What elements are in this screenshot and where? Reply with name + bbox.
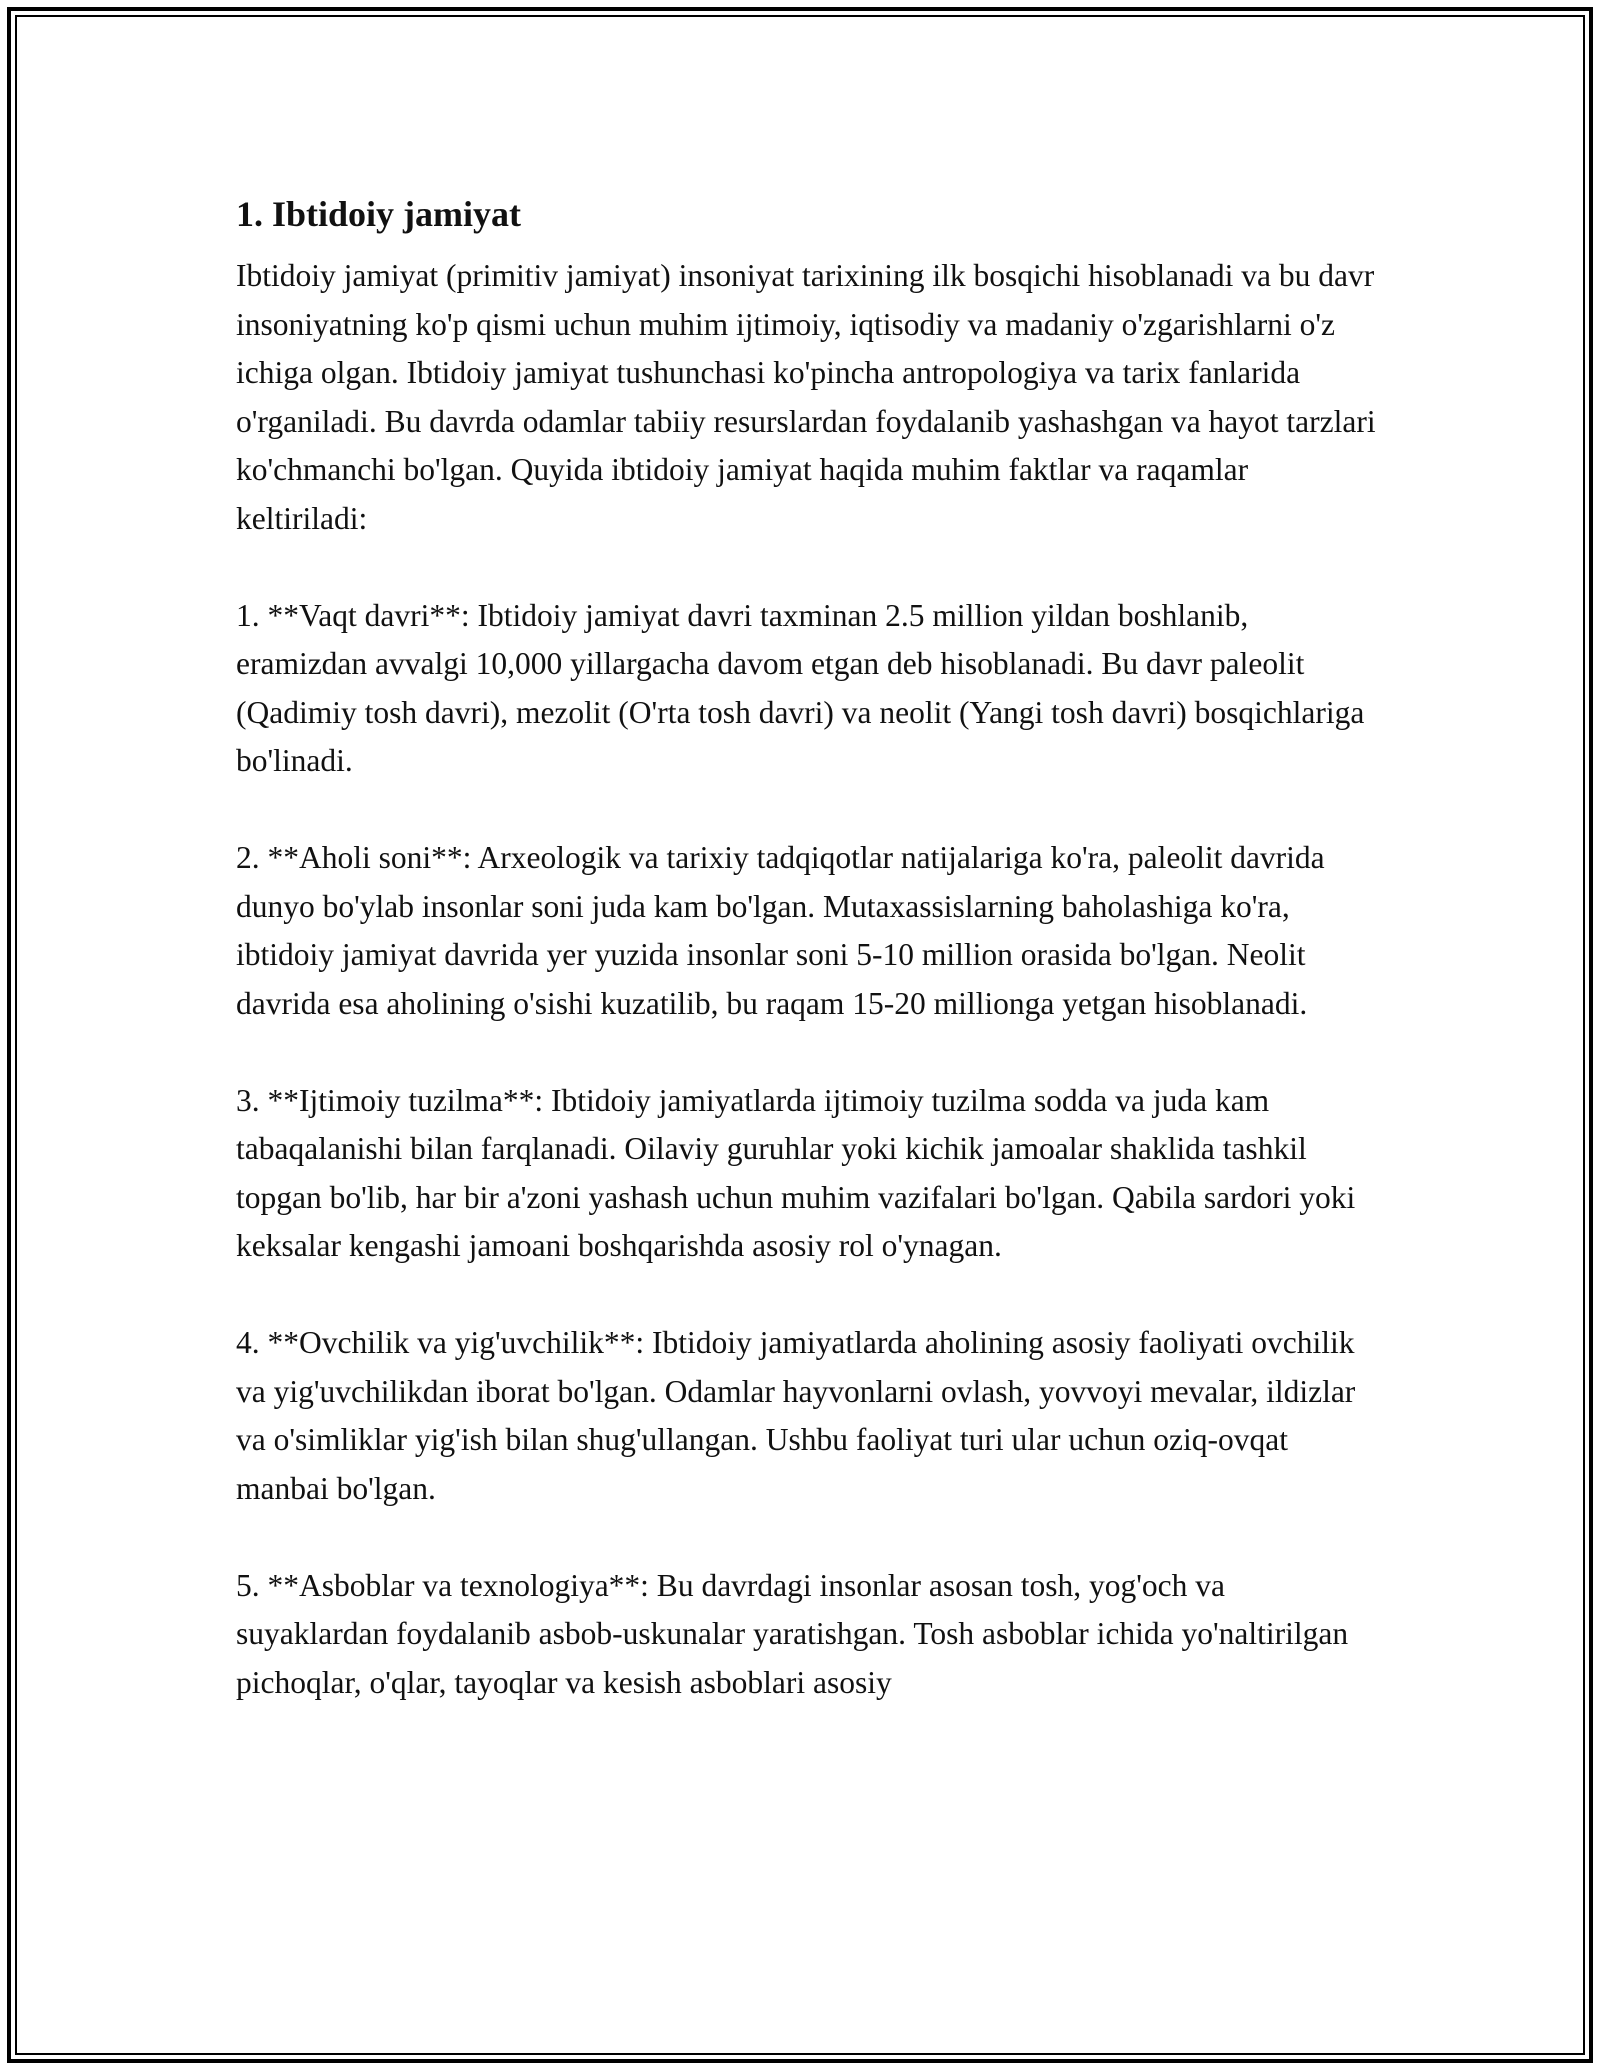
- document-body: [236, 188, 1376, 1756]
- list-item-tools-technology: 5. **Asboblar va texnologiya**: Bu davrdagi insonlar asosan tosh, yog'och va suyaklardan foydalanib asbob-uskunalar yaratishgan. Tosh asboblar ichida yo'naltirilgan pichoqlar, o'qlar, tayoqlar va kesish asboblari asosiy: [236, 1567, 1349, 1700]
- intro-paragraph: Ibtidoiy jamiyat (primitiv jamiyat) insoniyat tarixining ilk bosqichi hisoblanadi va bu davr insoniyatning ko'p qismi uchun muhim ijtimoiy, iqtisodiy va madaniy o'zgarishlarni o'z ichiga olgan. Ibtidoiy jamiyat tushunchasi ko'pincha antropologiya va tarix fanlarida o'rganiladi. Bu davrda odamlar tabiiy resurslardan foydalanib yashashgan va hayot tarzlari ko'chmanchi bo'lgan. Quyida ibtidoiy jamiyat haqida muhim faktlar va raqamlar keltiriladi:: [236, 258, 1376, 536]
- list-item-hunting-gathering: 4. **Ovchilik va yig'uvchilik**: Ibtidoiy jamiyatlarda aholining asosiy faoliyati ovchilik va yig'uvchilikdan iborat bo'lgan. Odamlar hayvonlarni ovlash, yovvoyi mevalar, ildizlar va o'simliklar yig'ish bilan shug'ullangan. Ushbu faoliyat turi ular uchun oziq-ovqat manbai bo'lgan.: [236, 1325, 1356, 1506]
- section-title: 1. Ibtidoiy jamiyat: [236, 194, 522, 234]
- list-item-time-period: 1. **Vaqt davri**: Ibtidoiy jamiyat davri taxminan 2.5 million yildan boshlanib, eramizdan avvalgi 10,000 yillargacha davom etgan deb hisoblanadi. Bu davr paleolit (Qadimiy tosh davri), mezolit (O'rta tosh davri) va neolit (Yangi tosh davri) bosqichlariga bo'linadi.: [236, 597, 1365, 778]
- list-item-social-structure: 3. **Ijtimoiy tuzilma**: Ibtidoiy jamiyatlarda ijtimoiy tuzilma sodda va juda kam tabaqalanishi bilan farqlanadi. Oilaviy guruhlar yoki kichik jamoalar shaklida tashkil topgan bo'lib, har bir a'zoni yashash uchun muhim vazifalari bo'lgan. Qabila sardori yoki keksalar kengashi jamoani boshqarishda asosiy rol o'ynagan.: [236, 1082, 1356, 1263]
- list-item-population: 2. **Aholi soni**: Arxeologik va tarixiy tadqiqotlar natijalariga ko'ra, paleolit davrida dunyo bo'ylab insonlar soni juda kam bo'lgan. Mutaxassislarning baholashiga ko'ra, ibtidoiy jamiyat davrida yer yuzida insonlar soni 5-10 million orasida bo'lgan. Neolit davrida esa aholining o'sishi kuzatilib, bu raqam 15-20 millionga yetgan hisoblanadi.: [236, 840, 1325, 1021]
